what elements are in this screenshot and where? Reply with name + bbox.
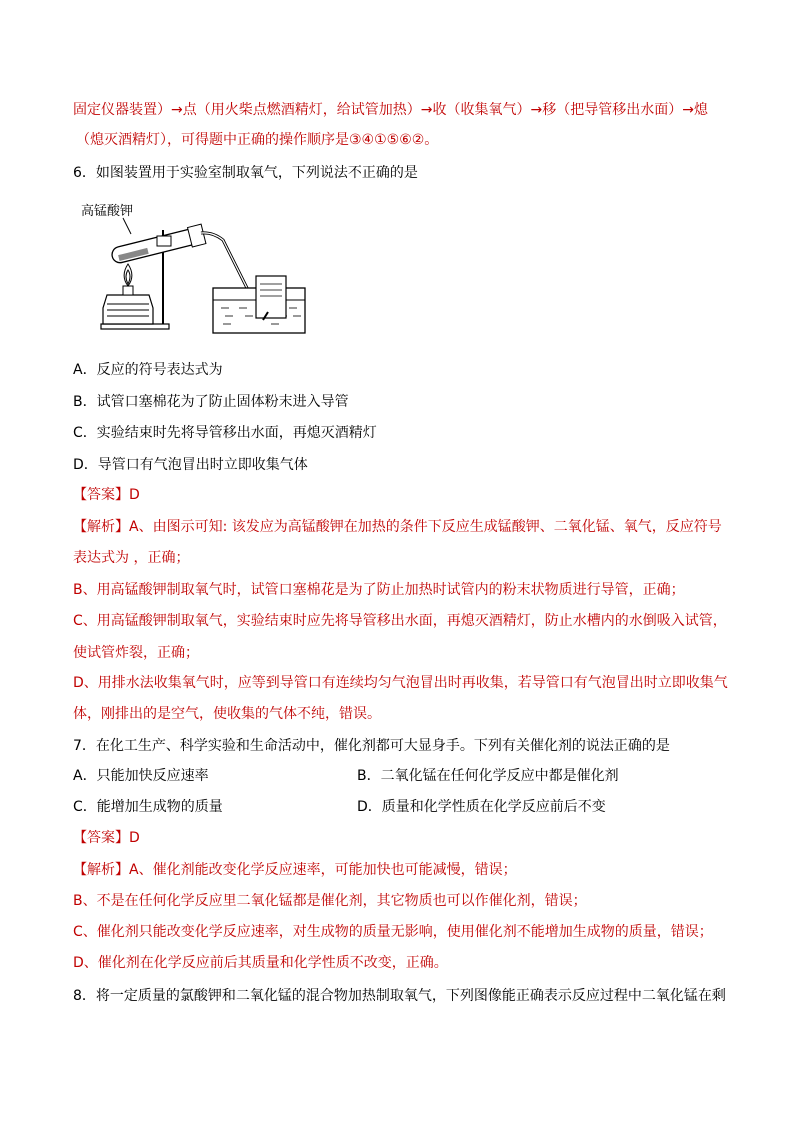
- q7-analysis-line-4: D、催化剂在化学反应前后其质量和化学性质不改变，正确。: [73, 955, 448, 971]
- q6-answer-line: [73, 485, 140, 505]
- q6-analysis-line-3: B、用高锰酸钾制取氧气时，试管口塞棉花是为了防止加热时试管内的粉末状物质进行导管，正确；: [73, 582, 685, 598]
- q7-answer: D: [129, 830, 140, 846]
- q6-analysis-line-5: 使试管炸裂，正确；: [73, 645, 199, 661]
- stand-base: [101, 324, 169, 329]
- q8-stem: 8．将一定质量的氯酸钾和二氧化锰的混合物加热制取氧气，下列图像能正确表示反应过程中二氧化锰在剩: [73, 988, 726, 1004]
- q6-analysis-line-7: 体，刚排出的是空气，使收集的气体不纯，错误。: [73, 706, 381, 722]
- q6-stem: 6．如图装置用于实验室制取氧气，下列说法不正确的是: [73, 165, 418, 181]
- q7-analysis-line-2: B、不是在任何化学反应里二氧化锰都是催化剂，其它物质也可以作催化剂，错误；: [73, 893, 587, 909]
- q7-option-a: A．只能加快反应速率: [73, 768, 209, 784]
- q7-analysis-line-1: 【解析】A、催化剂能改变化学反应速率，可能加快也可能减慢，错误；: [73, 862, 517, 878]
- q6-analysis-line-6: D、用排水法收集氧气时，应等到导管口有连续均匀气泡冒出时再收集，若导管口有气泡冒出时立即收集气: [73, 675, 728, 691]
- analysis-tag: 【解析】: [73, 519, 129, 535]
- intro-line-1: 固定仪器装置）→点（用火柴点燃酒精灯，给试管加热）→收（收集氧气）→移（把导管移出水面）→熄: [73, 102, 708, 118]
- oxygen-apparatus-figure: [73, 200, 313, 340]
- q6-option-c: C．实验结束时先将导管移出水面，再熄灭酒精灯: [73, 425, 377, 441]
- q6-option-a: A．反应的符号表达式为: [73, 362, 223, 378]
- intro-line-2: （熄灭酒精灯），可得题中正确的操作顺序是③④①⑤⑥②。: [76, 132, 439, 148]
- q6-analysis-line-1: 【解析】A、由图示可知: 该发应为高锰酸钾在加热的条件下反应生成锰酸钾、二氧化锰、氧气，反应符号: [73, 519, 722, 535]
- figure-label-potassium-permanganate: 高锰酸钾: [81, 204, 134, 219]
- analysis-tag: 【解析】: [73, 862, 129, 878]
- q7-option-c: C．能增加生成物的质量: [73, 799, 223, 815]
- q7-answer-line: [73, 828, 140, 848]
- answer-tag: 【答案】: [73, 487, 129, 503]
- answer-tag: 【答案】: [73, 830, 129, 846]
- q7-option-d: D．质量和化学性质在化学反应前后不变: [357, 799, 606, 815]
- q6-analysis-line-2: 表达式为 ，正确；: [73, 550, 190, 566]
- gas-bottle: [256, 276, 286, 318]
- q6-option-b: B．试管口塞棉花为了防止固体粉末进入导管: [73, 394, 349, 410]
- q7-option-b: B．二氧化锰在任何化学反应中都是催化剂: [357, 768, 619, 784]
- q6-answer: D: [129, 487, 140, 503]
- q7-stem: 7．在化工生产、科学实验和生命活动中，催化剂都可大显身手。下列有关催化剂的说法正确的是: [73, 738, 670, 754]
- q7-analysis-line-3: C、催化剂只能改变化学反应速率，对生成物的质量无影响，使用催化剂不能增加生成物的质量，错误；: [73, 924, 713, 940]
- q6-option-d: D．导管口有气泡冒出时立即收集气体: [73, 457, 308, 473]
- q6-analysis-line-4: C、用高锰酸钾制取氧气，实验结束时应先将导管移出水面，再熄灭酒精灯，防止水槽内的水倒吸入试管，: [73, 613, 727, 629]
